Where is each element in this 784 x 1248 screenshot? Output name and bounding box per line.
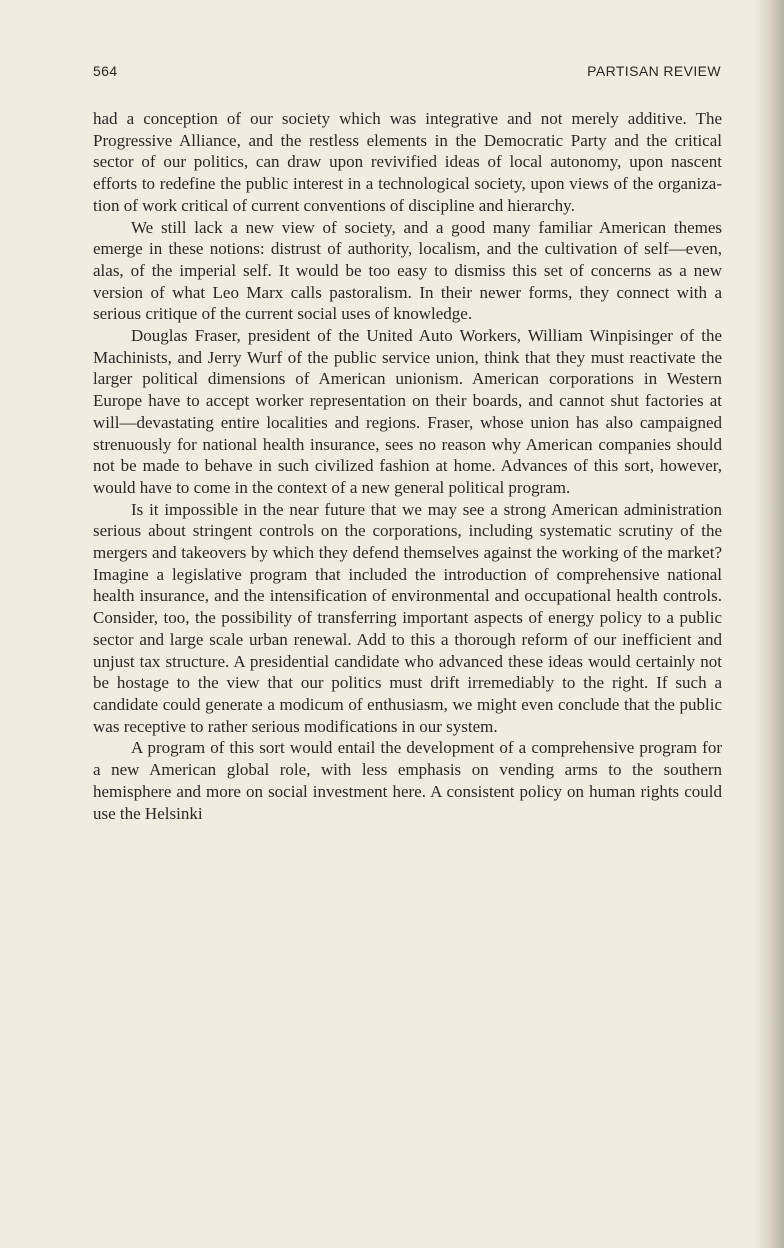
paragraph: Douglas Fraser, president of the United Auto Workers, William Winpisinger of the Machinists, and Jerry Wurf of the public service union, think that they must reactivate the larger political dimensions of American unionism. American corporations in Western Europe have to accept worker representation on their boards, and cannot shut factories at will—devastating entire localities and regions. Fraser, whose union has also campaigned strenuously for national health insurance, sees no reason why American companies should not be made to behave in such civilized fashion at home. Advances of this sort, however, would have to come in the context of a new general political program. bbox=[93, 326, 722, 497]
paragraph: We still lack a new view of society, and a good many familiar American themes emerge in these notions: distrust of authority, localism, and the cultivation of self—even, alas, of the imperial self. It would be too easy to dismiss this set of concerns as a new version of what Leo Marx calls pastoralism. In their newer forms, they connect with a serious critique of the current social uses of knowledge. bbox=[93, 217, 722, 324]
body-text bbox=[93, 108, 722, 824]
page-header bbox=[93, 63, 721, 85]
paragraph: Is it impossible in the near future that we may see a strong American administration serious about stringent controls on the corporations, including systematic scrutiny of the mergers and takeovers by which they defend themselves against the working of the market? Imagine a legislative program that included the introduction of comprehensive national health insurance, and the intensification of environmental and occupational health controls. Consider, too, the possibility of transferring important aspects of energy policy to a public sector and large scale urban renewal. Add to this a thorough reform of our inefficient and unjust tax structure. A presidential candidate who advanced these ideas would certainly not be hostage to the view that our politics must drift irremediably to the right. If such a candidate could generate a modicum of enthusiasm, we might even conclude that the public was receptive to rather serious modifications in our system. bbox=[93, 499, 722, 736]
paragraph: A program of this sort would entail the development of a comprehensive program for a new American global role, with less emphasis on vending arms to the southern hemisphere and more on social investment here. A consistent policy on human rights could use the Helsinki bbox=[93, 738, 722, 823]
page-edge-shadow bbox=[754, 0, 784, 1248]
paragraph-continued: had a conception of our society which was integrative and not merely additive. The Progressive Alliance, and the restless elements in the Democratic Party and the critical sector of our politics, can draw upon revivified ideas of local autonomy, upon nascent efforts to redefine the public interest in a technological society, upon views of the organization of work critical of current conventions of discipline and hierarchy. bbox=[93, 109, 722, 215]
running-head: PARTISAN REVIEW bbox=[587, 63, 721, 79]
page-number: 564 bbox=[93, 63, 118, 79]
